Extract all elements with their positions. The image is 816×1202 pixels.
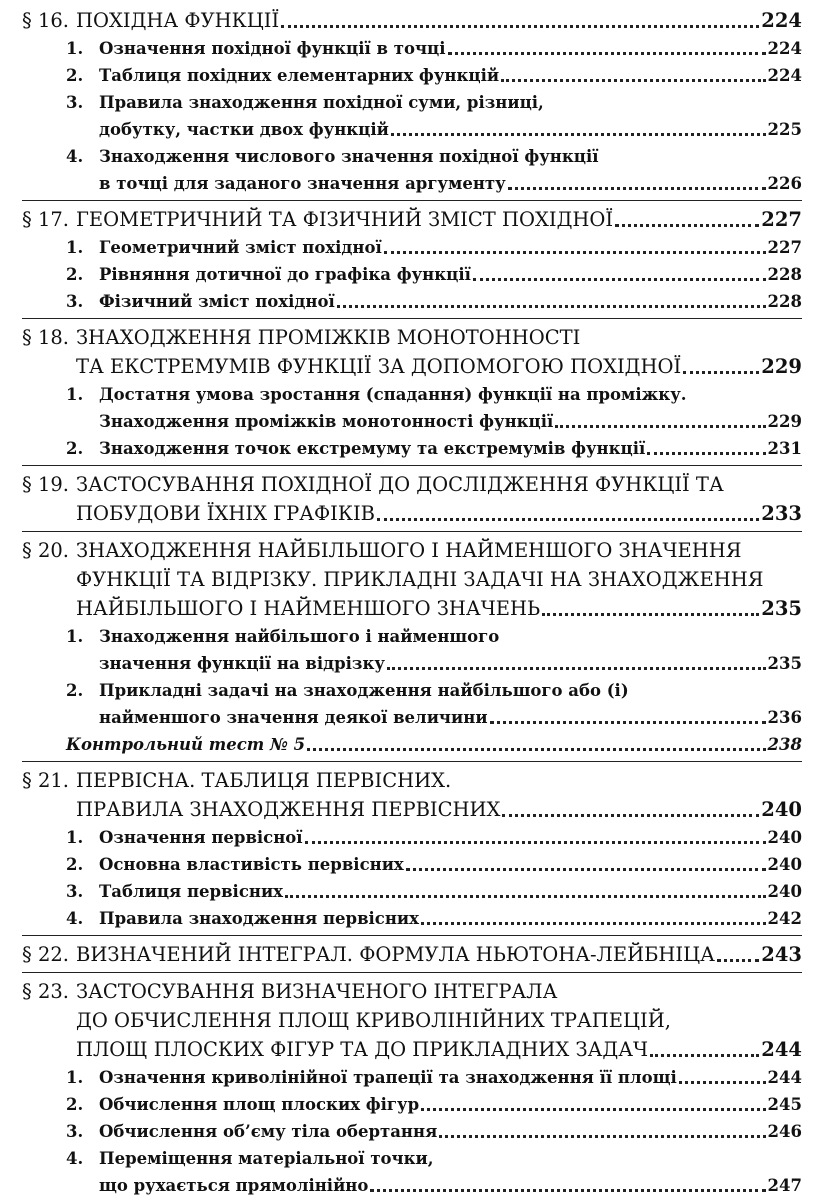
dot-leader	[647, 451, 765, 455]
dot-leader	[439, 1134, 765, 1138]
section-heading-line	[22, 470, 802, 499]
page-number: 227	[761, 208, 802, 231]
toc-item	[22, 408, 802, 435]
item-title: Геометричний зміст похідної	[99, 238, 382, 257]
page-number: 247	[767, 1176, 802, 1195]
toc-item	[22, 905, 802, 932]
item-title: Переміщення матеріальної точки,	[99, 1149, 434, 1168]
toc-section	[22, 318, 802, 462]
item-title: Правила знаходження первісних	[99, 909, 420, 928]
page-number: 242	[767, 909, 802, 928]
page-number: 226	[767, 174, 802, 193]
dot-leader	[406, 867, 766, 871]
section-title: ТА ЕКСТРЕМУМІВ ФУНКЦІЇ ЗА ДОПОМОГОЮ ПОХІДНОЇ	[76, 355, 682, 378]
page-number: 244	[761, 1038, 802, 1061]
section-title: ДО ОБЧИСЛЕННЯ ПЛОЩ КРИВОЛІНІЙНИХ ТРАПЕЦІЙ,	[76, 1009, 671, 1032]
toc-section	[22, 6, 802, 197]
item-title: Знаходження числового значення похідної функції	[99, 147, 599, 166]
section-title: ЗНАХОДЖЕННЯ ПРОМІЖКІВ МОНОТОННОСТІ	[76, 326, 581, 349]
item-number: 4.	[66, 1149, 84, 1168]
toc-item	[22, 704, 802, 731]
section-heading-line	[22, 766, 802, 795]
dot-leader	[542, 612, 759, 616]
dot-leader	[502, 813, 759, 817]
section-heading	[22, 594, 802, 623]
item-title: Правила знаходження похідної суми, різниці,	[99, 93, 544, 112]
dot-leader	[615, 223, 759, 227]
section-heading	[22, 499, 802, 528]
item-title: Означення криволінійної трапеції та знаходження її площі	[99, 1068, 677, 1087]
item-number: 1.	[66, 1068, 84, 1087]
item-number: 3.	[66, 93, 84, 112]
page-number: 224	[767, 39, 802, 58]
toc-section	[22, 200, 802, 315]
toc-item-line	[22, 381, 802, 408]
dot-leader	[717, 958, 759, 962]
dot-leader	[679, 1080, 766, 1084]
item-number: 1.	[66, 385, 84, 404]
section-title: ЗАСТОСУВАННЯ ПОХІДНОЇ ДО ДОСЛІДЖЕННЯ ФУНКЦІЇ ТА	[76, 473, 724, 496]
toc-item	[22, 35, 802, 62]
dot-leader	[370, 1188, 765, 1192]
item-title: в точці для заданого значення аргументу	[99, 174, 506, 193]
section-heading	[22, 940, 802, 969]
dot-leader	[285, 894, 766, 898]
section-title: ПРАВИЛА ЗНАХОДЖЕННЯ ПЕРВІСНИХ	[76, 798, 501, 821]
page-number: 228	[767, 292, 802, 311]
section-number: § 17.	[22, 208, 69, 231]
toc-item	[22, 1172, 802, 1199]
item-title: Обчислення об’єму тіла обертання	[99, 1122, 438, 1141]
item-title: добутку, частки двох функцій	[99, 120, 389, 139]
item-title: Обчислення площ плоских фігур	[99, 1095, 420, 1114]
toc-item	[22, 62, 802, 89]
item-title: Фізичний зміст похідної	[99, 292, 335, 311]
item-title: Достатня умова зростання (спадання) функції на проміжку.	[99, 385, 687, 404]
toc-item	[22, 824, 802, 851]
toc-item	[22, 288, 802, 315]
section-heading-line	[22, 536, 802, 565]
dot-leader	[421, 1107, 765, 1111]
page-number: 225	[767, 120, 802, 139]
section-heading	[22, 205, 802, 234]
page-number: 238	[767, 735, 802, 754]
toc-item	[22, 116, 802, 143]
section-number: § 16.	[22, 9, 69, 32]
item-number: 2.	[66, 439, 84, 458]
page-number: 245	[767, 1095, 802, 1114]
section-number: § 19.	[22, 473, 69, 496]
toc-item-line	[22, 677, 802, 704]
section-number: § 23.	[22, 980, 69, 1003]
toc-item	[22, 435, 802, 462]
toc-item	[22, 234, 802, 261]
item-number: 1.	[66, 238, 84, 257]
section-number: § 21.	[22, 769, 69, 792]
dot-leader	[473, 277, 766, 281]
page-number: 235	[761, 597, 802, 620]
section-title: ПОХІДНА ФУНКЦІЇ	[76, 9, 280, 32]
item-number: 4.	[66, 909, 84, 928]
section-heading	[22, 1035, 802, 1064]
section-title: ЗАСТОСУВАННЯ ВИЗНАЧЕНОГО ІНТЕГРАЛА	[76, 980, 558, 1003]
dot-leader	[305, 840, 766, 844]
page-number: 240	[767, 828, 802, 847]
item-title: Знаходження найбільшого і найменшого	[99, 627, 500, 646]
section-title: ПОБУДОВИ ЇХНІХ ГРАФІКІВ	[76, 502, 375, 525]
item-number: 2.	[66, 855, 84, 874]
toc-item	[22, 1118, 802, 1145]
page-number: 227	[767, 238, 802, 257]
dot-leader	[501, 78, 765, 82]
dot-leader	[384, 250, 766, 254]
item-title: Основна властивість первісних	[99, 855, 404, 874]
dot-leader	[555, 424, 765, 428]
page-number: 235	[767, 654, 802, 673]
toc-section	[22, 531, 802, 758]
item-number: 4.	[66, 147, 84, 166]
section-title: ФУНКЦІЇ ТА ВІДРІЗКУ. ПРИКЛАДНІ ЗАДАЧІ НА ЗНАХОДЖЕННЯ	[76, 568, 764, 591]
page-number: 224	[761, 9, 802, 32]
table-of-contents	[22, 6, 802, 1202]
item-title: Таблиця похідних елементарних функцій	[99, 66, 500, 85]
item-title: що рухається прямолінійно	[99, 1176, 369, 1195]
dot-leader	[448, 51, 766, 55]
page-number: 246	[767, 1122, 802, 1141]
page-number: 224	[767, 66, 802, 85]
toc-section	[22, 935, 802, 969]
page-number: 228	[767, 265, 802, 284]
control-test-entry	[22, 731, 802, 758]
section-title: ГЕОМЕТРИЧНИЙ ТА ФІЗИЧНИЙ ЗМІСТ ПОХІДНОЇ	[76, 208, 614, 231]
item-number: 1.	[66, 828, 84, 847]
item-number: 3.	[66, 882, 84, 901]
page-number: 240	[767, 882, 802, 901]
page-number: 243	[761, 943, 802, 966]
item-number: 1.	[66, 627, 84, 646]
dot-leader	[421, 921, 766, 925]
section-title: ЗНАХОДЖЕННЯ НАЙБІЛЬШОГО І НАЙМЕНШОГО ЗНАЧЕННЯ	[76, 539, 742, 562]
toc-item-line	[22, 143, 802, 170]
section-heading	[22, 6, 802, 35]
toc-item	[22, 851, 802, 878]
section-title: ПЕРВІСНА. ТАБЛИЦЯ ПЕРВІСНИХ.	[76, 769, 452, 792]
dot-leader	[281, 24, 759, 28]
section-heading-line	[22, 323, 802, 352]
page-number: 233	[761, 502, 802, 525]
item-number: 2.	[66, 681, 84, 700]
page-number: 229	[767, 412, 802, 431]
toc-item	[22, 650, 802, 677]
section-title: НАЙБІЛЬШОГО І НАЙМЕНШОГО ЗНАЧЕНЬ	[76, 597, 541, 620]
item-number: 2.	[66, 265, 84, 284]
section-heading-line	[22, 977, 802, 1006]
item-number: 3.	[66, 292, 84, 311]
section-title: ПЛОЩ ПЛОСКИХ ФІГУР ТА ДО ПРИКЛАДНИХ ЗАДАЧ	[76, 1038, 649, 1061]
dot-leader	[377, 517, 759, 521]
toc-item-line	[22, 1145, 802, 1172]
toc-item-line	[22, 89, 802, 116]
toc-item	[22, 1091, 802, 1118]
section-heading-line	[22, 565, 802, 594]
test-title: Контрольний тест № 5	[66, 735, 306, 754]
toc-item	[22, 170, 802, 197]
item-title: значення функції на відрізку	[99, 654, 385, 673]
item-number: 3.	[66, 1122, 84, 1141]
item-title: Означення похідної функції в точці	[99, 39, 446, 58]
toc-section	[22, 761, 802, 932]
dot-leader	[391, 132, 766, 136]
toc-item-line	[22, 623, 802, 650]
item-title: Означення первісної	[99, 828, 303, 847]
item-number: 2.	[66, 66, 84, 85]
page-number: 240	[767, 855, 802, 874]
toc-section	[22, 972, 802, 1199]
dot-leader	[683, 370, 759, 374]
item-title: Знаходження проміжків монотонності функції	[99, 412, 554, 431]
section-title: ВИЗНАЧЕНИЙ ІНТЕГРАЛ. ФОРМУЛА НЬЮТОНА-ЛЕЙБНІЦА	[76, 943, 715, 966]
section-heading	[22, 795, 802, 824]
section-heading	[22, 352, 802, 381]
toc-item	[22, 878, 802, 905]
section-number: § 22.	[22, 943, 69, 966]
dot-leader	[337, 304, 766, 308]
page-number: 229	[761, 355, 802, 378]
dot-leader	[490, 720, 766, 724]
item-title: Знаходження точок екстремуму та екстремумів функції	[99, 439, 646, 458]
page-number: 236	[767, 708, 802, 727]
page-number: 231	[767, 439, 802, 458]
item-title: Рівняння дотичної до графіка функції	[99, 265, 471, 284]
toc-item	[22, 261, 802, 288]
section-heading-line	[22, 1006, 802, 1035]
dot-leader	[650, 1053, 759, 1057]
page-number: 244	[767, 1068, 802, 1087]
item-title: Прикладні задачі на знаходження найбільшого або (і)	[99, 681, 629, 700]
section-number: § 18.	[22, 326, 69, 349]
dot-leader	[387, 666, 766, 670]
item-number: 2.	[66, 1095, 84, 1114]
toc-section	[22, 465, 802, 528]
dot-leader	[307, 747, 765, 751]
section-number: § 20.	[22, 539, 69, 562]
page-number: 240	[761, 798, 802, 821]
item-title: Таблиця первісних	[99, 882, 284, 901]
item-title: найменшого значення деякої величини	[99, 708, 488, 727]
toc-item	[22, 1064, 802, 1091]
item-number: 1.	[66, 39, 84, 58]
dot-leader	[508, 186, 766, 190]
